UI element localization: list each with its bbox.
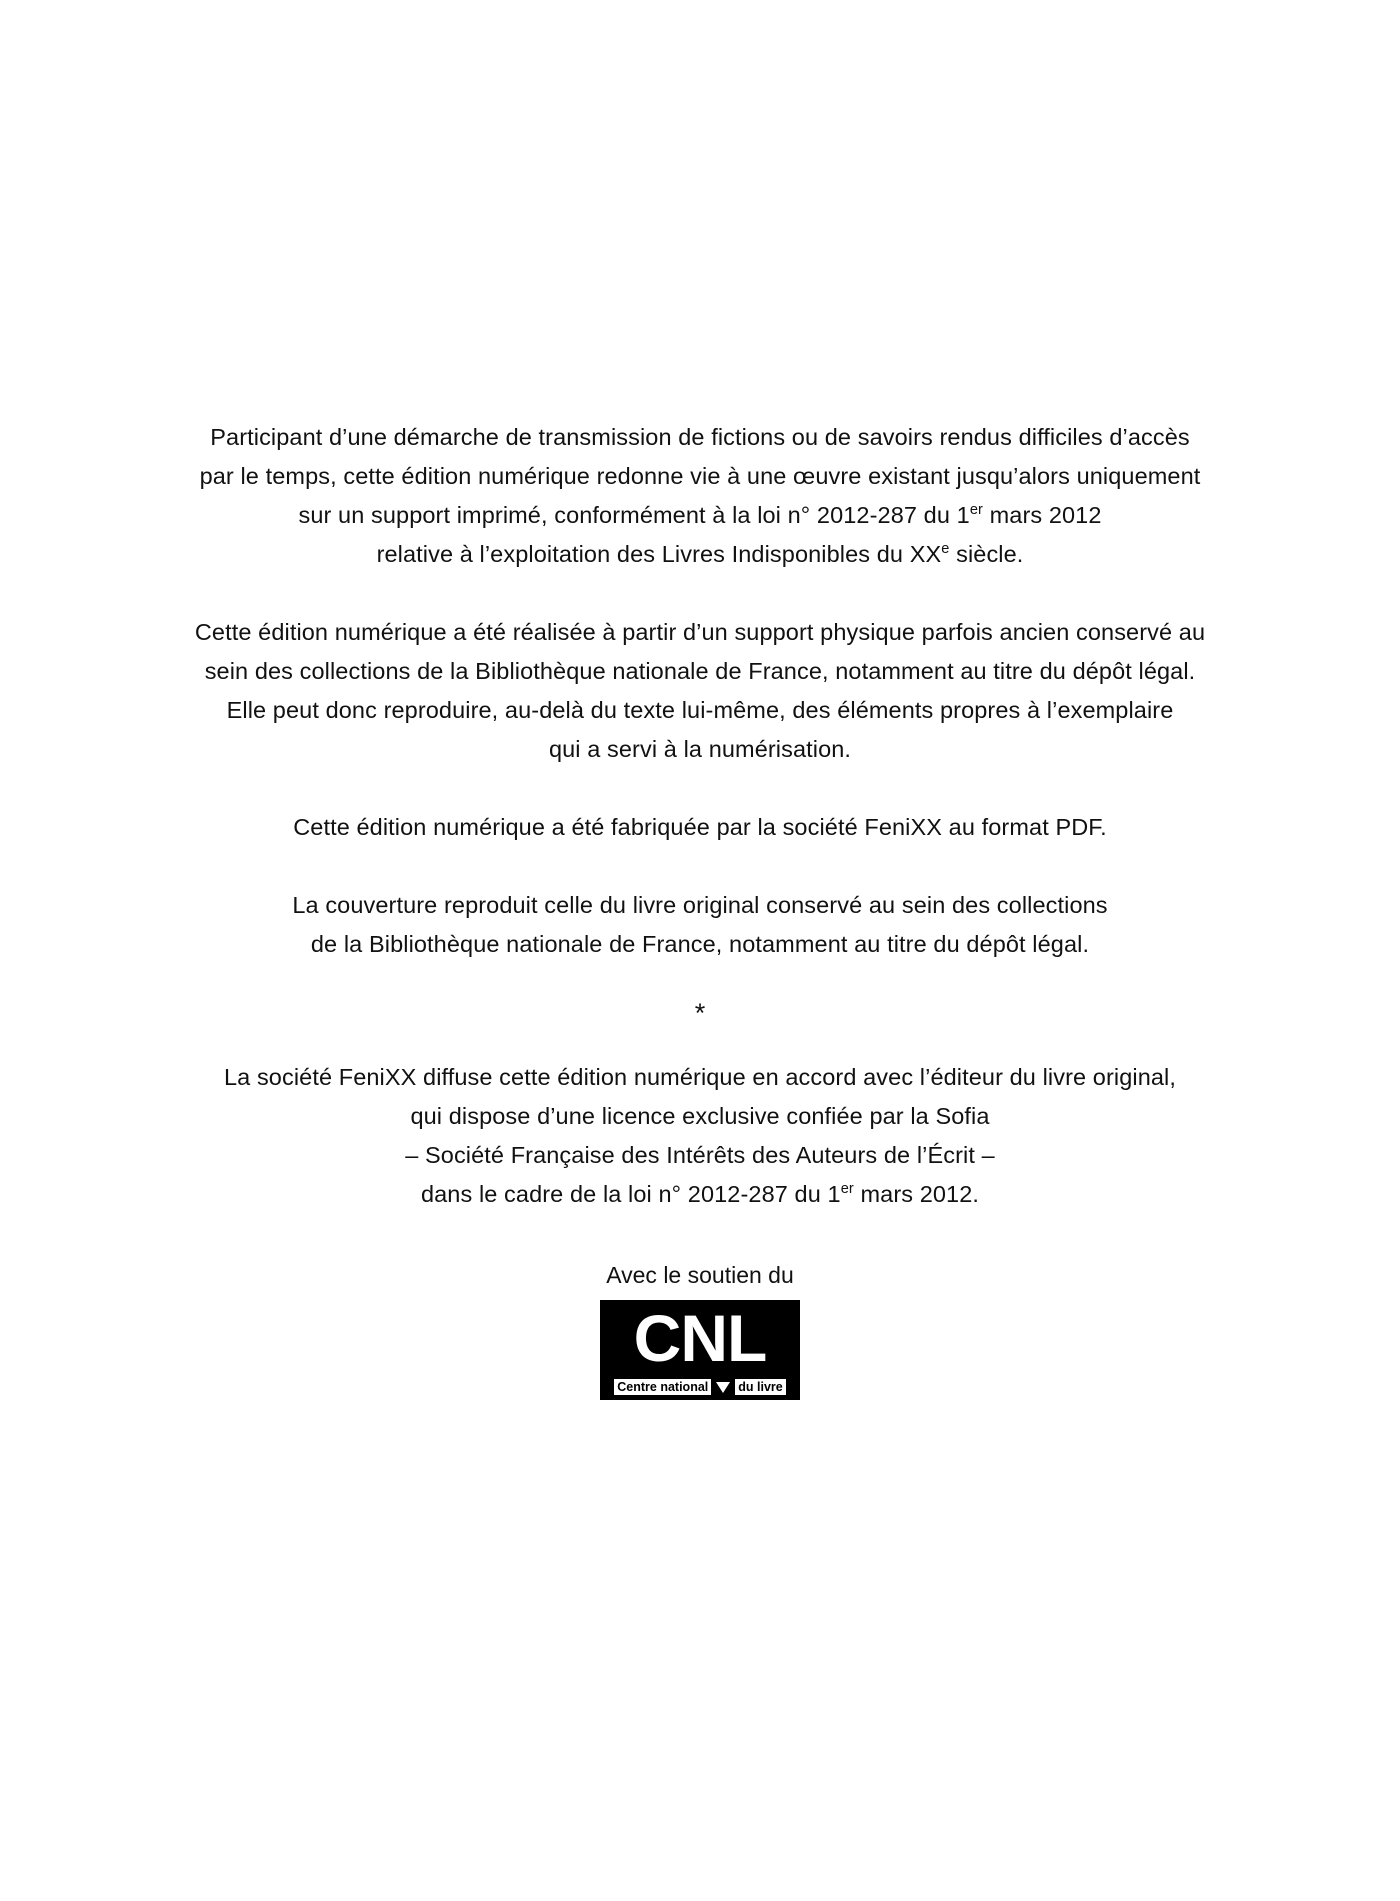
paragraph-line: Cette édition numérique a été réalisée à partir d’un support physique parfois ancien conservé au (194, 619, 1206, 645)
cnl-logo-caption-right: du livre (735, 1379, 785, 1395)
cnl-logo (600, 1300, 800, 1400)
paragraph-line: de la Bibliothèque nationale de France, notamment au titre du dépôt légal. (310, 931, 1090, 957)
paragraph-line: Elle peut donc reproduire, au-delà du texte lui-même, des éléments propres à l’exemplaire (226, 697, 1174, 723)
paragraph-line (135, 1175, 1265, 1214)
loi-text-suffix: mars 2012. (853, 1181, 980, 1207)
siecle-text-suffix: siècle. (949, 541, 1024, 567)
triangle-icon (716, 1382, 730, 1393)
loi-text-suffix: mars 2012 (982, 502, 1102, 528)
ordinal-suffix: e (941, 541, 950, 558)
paragraph-line: Participant d’une démarche de transmission de fictions ou de savoirs rendus difficiles d’accès (210, 424, 1190, 450)
paragraph-fabrication (135, 808, 1265, 847)
paragraph-diffusion (135, 1058, 1265, 1214)
section-separator: * (694, 998, 706, 1028)
loi-text-prefix: dans le cadre de la loi n° 2012-287 du 1 (420, 1181, 841, 1207)
paragraph-line (135, 535, 1265, 574)
paragraph-line: qui a servi à la numérisation. (548, 736, 852, 762)
cnl-logo-letters: CNL (633, 1301, 767, 1375)
support-label: Avec le soutien du (606, 1262, 794, 1288)
paragraph-line: La société FeniXX diffuse cette édition numérique en accord avec l’éditeur du livre original, (223, 1064, 1177, 1090)
paragraph-line: La couverture reproduit celle du livre original conservé au sein des collections (292, 892, 1108, 918)
paragraph-line: par le temps, cette édition numérique redonne vie à une œuvre existant jusqu’alors uniquement (199, 463, 1201, 489)
legal-notice-content (0, 418, 1400, 1400)
paragraph-line: Cette édition numérique a été fabriquée par la société FeniXX au format PDF. (293, 814, 1107, 840)
loi-text-prefix: sur un support imprimé, conformément à la loi n° 2012-287 du 1 (298, 502, 970, 528)
support-block (0, 1260, 1400, 1400)
paragraph-line: sein des collections de la Bibliothèque nationale de France, notamment au titre du dépôt légal. (204, 658, 1196, 684)
paragraph-line (135, 496, 1265, 535)
paragraph-line: – Société Française des Intérêts des Auteurs de l’Écrit – (405, 1142, 995, 1168)
paragraph-couverture (135, 886, 1265, 964)
ordinal-suffix: er (840, 1181, 854, 1198)
paragraph-support-physique (135, 613, 1265, 769)
paragraph-line: qui dispose d’une licence exclusive confiée par la Sofia (410, 1103, 990, 1129)
paragraph-transmission (135, 418, 1265, 574)
siecle-text-prefix: relative à l’exploitation des Livres Indisponibles du XX (376, 541, 942, 567)
cnl-logo-caption-left: Centre national (614, 1379, 711, 1395)
ordinal-suffix: er (969, 502, 983, 519)
cnl-logo-caption (600, 1379, 800, 1395)
